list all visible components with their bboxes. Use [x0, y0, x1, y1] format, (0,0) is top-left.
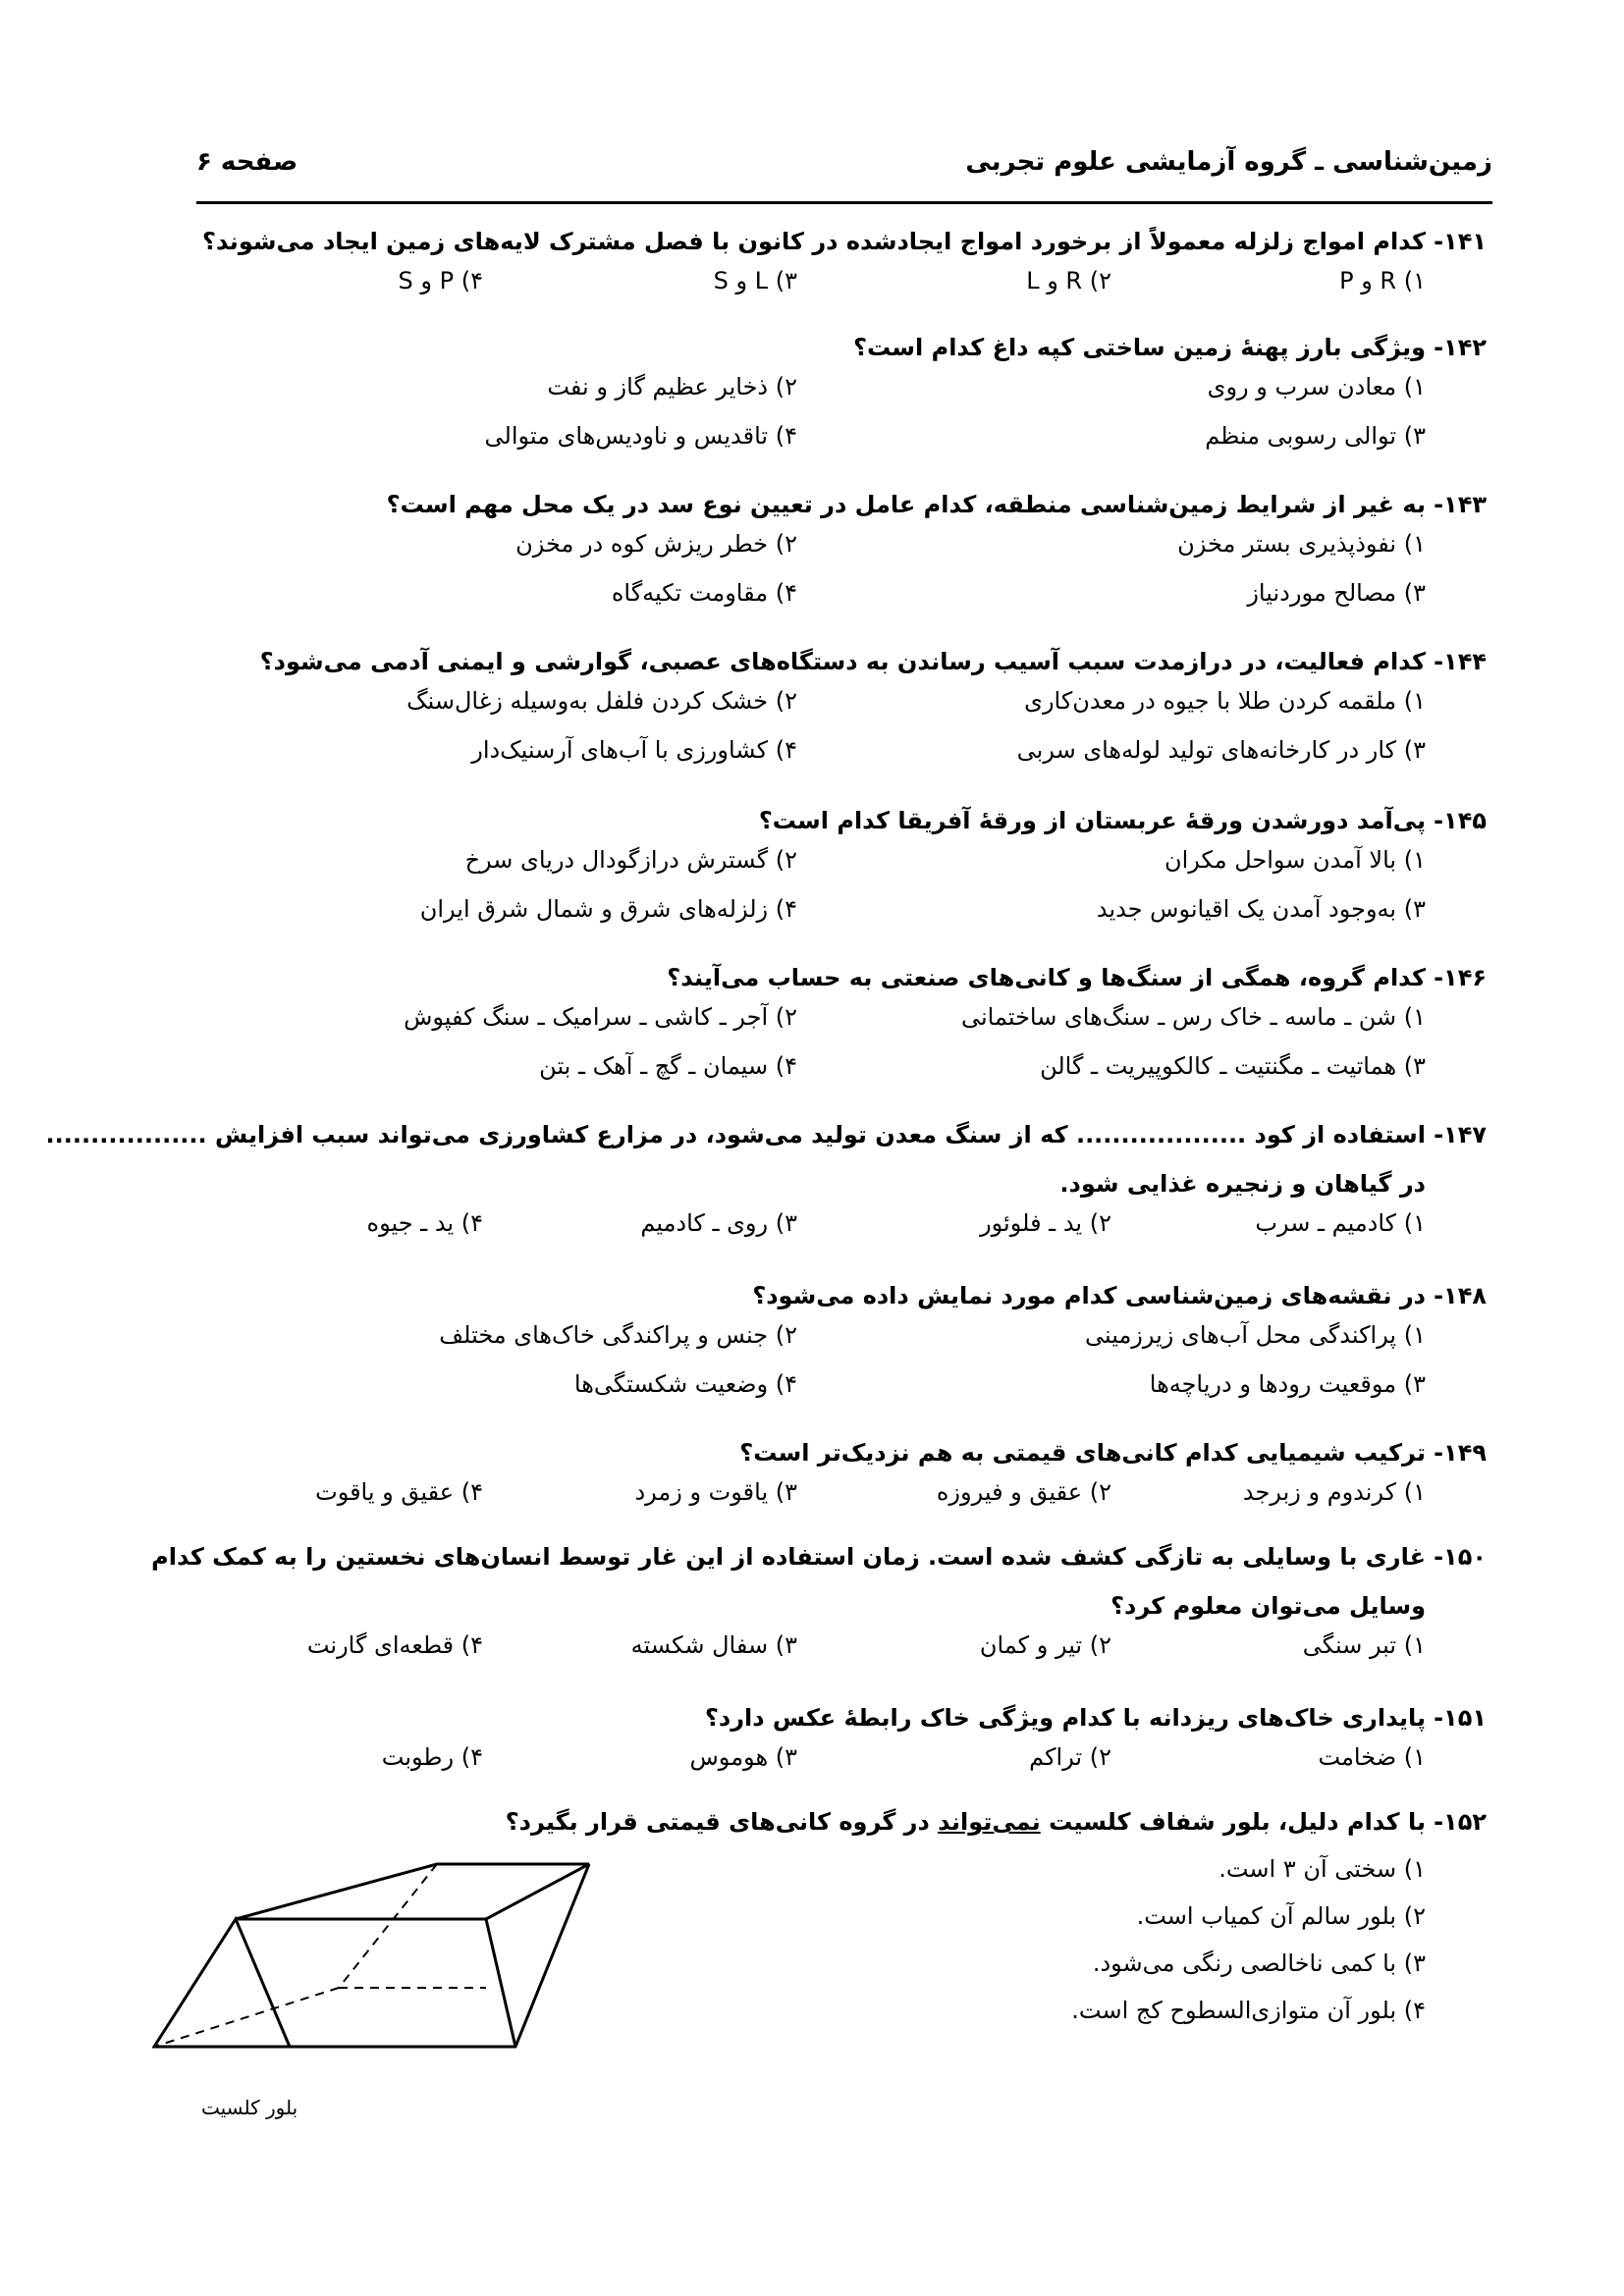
question-text: استفاده از کود ................... که از سنگ معدن تولید می‌شود، در مزارع کشاورزی می‌تواند سبب افزایش .................. — [45, 1121, 1426, 1148]
calcite-crystal-figure — [152, 1860, 604, 2086]
option-4: ۴) وضعیت شکستگی‌ها — [573, 1370, 797, 1398]
question-number: ۱۴۲- — [1434, 334, 1487, 361]
question-text-emphasis: نمی‌تواند — [938, 1808, 1041, 1836]
crystal-top-face — [236, 1864, 589, 1919]
figure-caption: بلور کلسیت — [201, 2096, 298, 2119]
option-2: ۲) گسترش درازگودال دریای سرخ — [464, 846, 797, 874]
option-3: ۳) مصالح موردنیاز — [1247, 579, 1426, 607]
page-title: زمین‌شناسی ـ گروه آزمایشی علوم تجربی — [965, 147, 1492, 177]
option-4: ۴) بلور آن متوازی‌السطوح کج است. — [1071, 1997, 1426, 2024]
option-3: ۳) سفال شکسته — [630, 1631, 797, 1659]
option-3: ۳) با کمی ناخالصی رنگی می‌شود. — [1092, 1949, 1426, 1977]
question-142 — [132, 330, 1487, 463]
question-text: کدام فعالیت، در درازمدت سبب آسیب رساندن به دستگاه‌های عصبی، گوارشی و ایمنی آدمی می‌شود؟ — [259, 648, 1426, 675]
option-2: ۲) جنس و پراکندگی خاک‌های مختلف — [439, 1321, 797, 1349]
crystal-edge — [486, 1919, 515, 2047]
option-4: ۴) رطوبت — [381, 1743, 483, 1771]
question-text: کدام امواج زلزله معمولاً از برخورد امواج ایجادشده در کانون با فصل مشترک لایه‌های زمین ایجاد می‌شوند؟ — [202, 228, 1426, 255]
question-text: به غیر از شرایط زمین‌شناسی منطقه، کدام عامل در تعیین نوع سد در یک محل مهم است؟ — [386, 491, 1426, 518]
option-3: ۳) L و S — [713, 267, 797, 294]
question-146 — [132, 960, 1487, 1094]
question-text — [132, 1804, 1426, 1840]
question-151 — [132, 1700, 1487, 1785]
option-2: ۲) تیر و کمان — [979, 1631, 1111, 1659]
option-3: ۳) کار در کارخانه‌های تولید لوله‌های سربی — [1016, 736, 1426, 764]
option-4: ۴) تاقدیس و ناودیس‌های متوالی — [484, 422, 797, 450]
question-150 — [132, 1539, 1487, 1673]
crystal-hidden-edge — [339, 1864, 437, 1988]
question-text-continued: وسایل می‌توان معلوم کرد؟ — [1110, 1592, 1426, 1620]
question-text-part-a: با کدام دلیل، بلور شفاف کلسیت — [1049, 1808, 1426, 1836]
option-1: ۱) سختی آن ۳ است. — [1218, 1855, 1426, 1883]
page-number: صفحه ۶ — [196, 147, 298, 177]
question-text: غاری با وسایلی به تازگی کشف شده است. زمان استفاده از این غار توسط انسان‌های نخستین را به کمک کدام — [151, 1543, 1426, 1571]
option-2: ۲) تراکم — [1029, 1743, 1111, 1771]
option-2: ۲) خطر ریزش کوه در مخزن — [515, 530, 797, 558]
header-divider — [196, 201, 1492, 204]
question-text: ترکیب شیمیایی کدام کانی‌های قیمتی به هم نزدیک‌تر است؟ — [739, 1439, 1426, 1467]
question-143 — [132, 487, 1487, 620]
option-4: ۴) قطعه‌ای گارنت — [306, 1631, 483, 1659]
question-number: ۱۴۸- — [1434, 1282, 1487, 1309]
question-number: ۱۴۶- — [1434, 964, 1487, 991]
question-text: در نقشه‌های زمین‌شناسی کدام مورد نمایش داده می‌شود؟ — [752, 1282, 1426, 1309]
option-1: ۱) R و P — [1339, 267, 1426, 294]
question-text-part-b: در گروه کانی‌های قیمتی قرار بگیرد؟ — [505, 1808, 930, 1836]
option-3: ۳) هوموس — [689, 1743, 797, 1771]
option-4: ۴) عقیق و یاقوت — [315, 1478, 483, 1506]
question-number: ۱۴۵- — [1434, 807, 1487, 834]
option-1: ۱) تبر سنگی — [1302, 1631, 1426, 1659]
question-144 — [132, 644, 1487, 777]
option-2: ۲) عقیق و فیروزه — [936, 1478, 1111, 1506]
question-number: ۱۴۴- — [1434, 648, 1487, 675]
question-number: ۱۴۷- — [1434, 1121, 1487, 1148]
option-3: ۳) به‌وجود آمدن یک اقیانوس جدید — [1096, 895, 1426, 923]
crystal-hidden-edge — [154, 1988, 339, 2047]
question-149 — [132, 1435, 1487, 1520]
option-3: ۳) موقعیت رودها و دریاچه‌ها — [1149, 1370, 1426, 1398]
option-3: ۳) یاقوت و زمرد — [634, 1478, 797, 1506]
question-number: ۱۵۱- — [1434, 1704, 1487, 1732]
option-2: ۲) خشک کردن فلفل به‌وسیله زغال‌سنگ — [406, 687, 797, 715]
option-4: ۴) سیمان ـ گچ ـ آهک ـ بتن — [539, 1052, 797, 1080]
option-2: ۲) ذخایر عظیم گاز و نفت — [547, 373, 797, 400]
option-4: ۴) P و S — [398, 267, 483, 294]
question-text: کدام گروه، همگی از سنگ‌ها و کانی‌های صنعتی به حساب می‌آیند؟ — [667, 964, 1426, 991]
option-3: ۳) روی ـ کادمیم — [640, 1209, 797, 1237]
option-4: ۴) مقاومت تکیه‌گاه — [611, 579, 797, 607]
question-number: ۱۴۱- — [1434, 228, 1487, 255]
page-header — [196, 147, 1492, 206]
option-3: ۳) هماتیت ـ مگنتیت ـ کالکوپیریت ـ گالن — [1040, 1052, 1426, 1080]
option-2: ۲) آجر ـ کاشی ـ سرامیک ـ سنگ کفپوش — [404, 1003, 797, 1031]
option-1: ۱) کرندوم و زبرجد — [1242, 1478, 1426, 1506]
option-4: ۴) کشاورزی با آب‌های آرسنیک‌دار — [471, 736, 797, 764]
option-4: ۴) ید ـ جیوه — [366, 1209, 483, 1237]
option-1: ۱) معادن سرب و روی — [1207, 373, 1426, 400]
crystal-front-face — [154, 1919, 290, 2047]
option-2: ۲) بلور سالم آن کمیاب است. — [1136, 1902, 1426, 1930]
question-148 — [132, 1278, 1487, 1412]
option-3: ۳) توالی رسوبی منظم — [1205, 422, 1426, 450]
option-1: ۱) کادمیم ـ سرب — [1255, 1209, 1426, 1237]
question-text: پایداری خاک‌های ریزدانه با کدام ویژگی خاک رابطهٔ عکس دارد؟ — [704, 1704, 1426, 1732]
option-1: ۱) ملقمه کردن طلا با جیوه در معدن‌کاری — [1024, 687, 1426, 715]
option-1: ۱) شن ـ ماسه ـ خاک رس ـ سنگ‌های ساختمانی — [960, 1003, 1426, 1031]
question-number: ۱۴۳- — [1434, 491, 1487, 518]
option-1: ۱) پراکندگی محل آب‌های زیرزمینی — [1084, 1321, 1426, 1349]
question-number: ۱۴۹- — [1434, 1439, 1487, 1467]
question-141 — [132, 224, 1487, 308]
question-147 — [45, 1117, 1487, 1251]
option-1: ۱) بالا آمدن سواحل مکران — [1164, 846, 1426, 874]
option-2: ۲) R و L — [1026, 267, 1111, 294]
option-1: ۱) نفوذپذیری بستر مخزن — [1177, 530, 1426, 558]
option-2: ۲) ید ـ فلوئور — [980, 1209, 1111, 1237]
question-text-continued: در گیاهان و زنجیره غذایی شود. — [1059, 1170, 1426, 1198]
option-1: ۱) ضخامت — [1318, 1743, 1426, 1771]
option-4: ۴) زلزله‌های شرق و شمال شرق ایران — [419, 895, 797, 923]
question-number: ۱۵۲- — [1434, 1808, 1487, 1836]
question-text: ویژگی بارز پهنهٔ زمین ساختی کپه داغ کدام است؟ — [853, 334, 1426, 361]
question-145 — [132, 803, 1487, 936]
question-number: ۱۵۰- — [1434, 1543, 1487, 1571]
question-text: پی‌آمد دورشدن ورقهٔ عربستان از ورقهٔ آفریقا کدام است؟ — [758, 807, 1426, 834]
